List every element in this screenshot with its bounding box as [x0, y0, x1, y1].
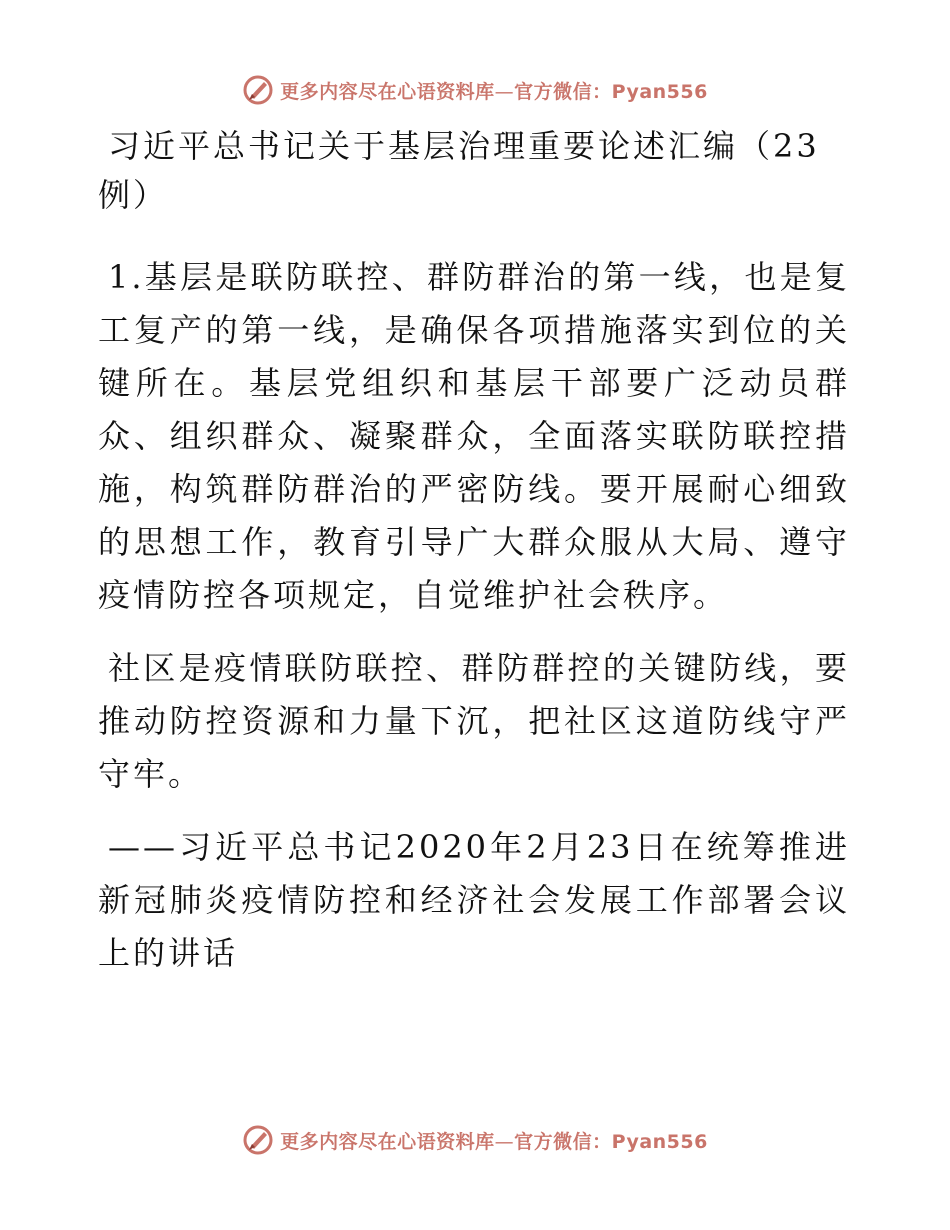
watermark-text: [280, 1127, 708, 1154]
brush-logo-icon: [242, 1124, 274, 1156]
brush-logo-icon: [242, 74, 274, 106]
paragraph-1: 1.基层是联防联控、群防群治的第一线，也是复工复产的第一线，是确保各项措施落实到位的关键所在。基层党组织和基层干部要广泛动员群众、组织群众、凝聚群众，全面落实联防联控措施，构筑群防群治的严密防线。要开展耐心细致的思想工作，教育引导广大群众服从大局、遵守疫情防控各项规定，自觉维护社会秩序。: [98, 258, 850, 614]
paragraph-source: ——习近平总书记2020年2月23日在统筹推进新冠肺炎疫情防控和经济社会发展工作部署会议上的讲话: [98, 828, 850, 972]
watermark-site-text: 更多内容尽在心语资料库: [280, 1130, 495, 1153]
paragraph-2: 社区是疫情联防联控、群防群控的关键防线，要推动防控资源和力量下沉，把社区这道防线守严守牢。: [98, 649, 850, 793]
watermark-wechat-label: 官方微信：: [514, 80, 612, 103]
watermark-wechat-id: Pyan556: [611, 80, 708, 103]
header-watermark: [0, 70, 950, 110]
watermark-separator: —: [494, 80, 515, 103]
watermark-wechat-label: 官方微信：: [514, 1130, 612, 1153]
watermark-wechat-id: Pyan556: [611, 1130, 708, 1153]
watermark-text: [280, 77, 708, 104]
document-title: 习近平总书记关于基层治理重要论述汇编（23例）: [98, 127, 820, 214]
watermark-separator: —: [494, 1130, 515, 1153]
watermark-site-text: 更多内容尽在心语资料库: [280, 80, 495, 103]
document-body: [98, 122, 850, 980]
footer-watermark: [0, 1120, 950, 1160]
